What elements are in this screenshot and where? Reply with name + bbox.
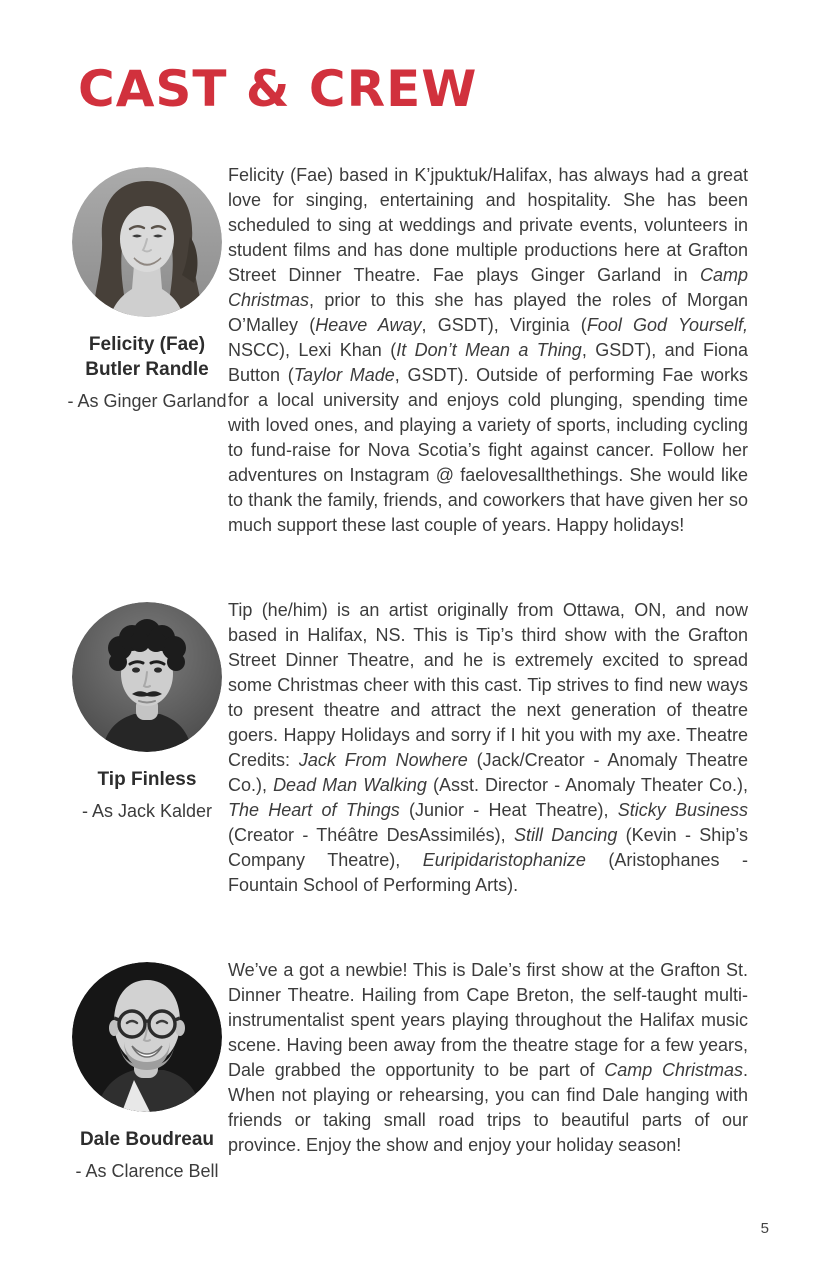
cast-card-tip	[0, 598, 825, 898]
cast-role: - As Ginger Garland	[67, 391, 227, 411]
cast-name: Dale Boudreau	[79, 1129, 215, 1150]
cast-bio-text: Tip (he/him) is an artist originally from Ottawa, ON, and now based in Halifax, NS. This is Tip’s third show with the Grafton Street Dinner Theatre, and he is extremely excited to spread some Christmas cheer with this cast. Tip strives to find new ways to present theatre and attract the next generation of theatre goers. Happy Holidays and sorry if I hit you with my axe. Theatre Credits: Jack From Nowhere (Jack/Creator - Anomaly Theatre Co.), Dead Man Walking (Asst. Director - Anomaly Theater Co.), The Heart of Things (Junior - Heat Theatre), Sticky Business (Creator - Théâtre DesAssimilés), Still Dancing (Kevin - Ship’s Company Theatre), Euripidaristophanize (Aristophanes - Fountain School of Performing Arts).	[228, 600, 749, 895]
page-number: 5	[760, 1220, 769, 1237]
cast-bio-text: Felicity (Fae) based in K’jpuktuk/Halifax, has always had a great love for singing, entertaining and hospitality. She has been scheduled to sing at weddings and private events, volunteers in student films and has done multiple productions here at Grafton Street Dinner Theatre. Fae plays Ginger Garland in Camp Christmas, prior to this she has played the roles of Morgan O’Malley (Heave Away, GSDT), Virginia (Fool God Yourself, NSCC), Lexi Khan (It Don’t Mean a Thing, GSDT), and Fiona Button (Taylor Made, GSDT). Outside of performing Fae works for a local university and enjoys cold plunging, spending time with loved ones, and playing a variety of sports, including cycling to fund-raise for Nova Scotia’s fight against cancer. Follow her adventures on Instagram @ faelovesallthethings. She would like to thank the family, friends, and coworkers that have given her so much support these last couple of years. Happy holidays!	[228, 165, 749, 535]
cast-role: - As Jack Kalder	[81, 801, 213, 821]
portrait-photo-felicity	[72, 167, 222, 317]
cast-card-dale	[0, 958, 825, 1184]
cast-card-left-column	[66, 958, 228, 1184]
cast-card-felicity	[0, 163, 825, 538]
portrait-photo-tip	[72, 602, 222, 752]
portrait-photo-dale	[72, 962, 222, 1112]
cast-card-left-column	[66, 598, 228, 824]
man-curly-hair-portrait-illustration	[72, 602, 222, 752]
cast-name: Tip Finless	[97, 769, 197, 790]
cast-bio-text: We’ve a got a newbie! This is Dale’s first show at the Grafton St. Dinner Theatre. Hailing from Cape Breton, the self-taught multi-instrumentalist spent years playing throughout the Halifax music scene. Having been away from the theatre stage for a few years, Dale grabbed the opportunity to be part of Camp Christmas. When not playing or rehearsing, you can find Dale hanging with friends or taking small road trips to beautiful parts of our province. Enjoy the show and enjoy your holiday season!	[228, 960, 748, 1155]
cast-card-left-column	[66, 163, 228, 414]
woman-portrait-illustration	[72, 167, 222, 317]
cast-name: Felicity (Fae) Butler Randle	[85, 334, 209, 380]
cast-role: - As Clarence Bell	[75, 1161, 219, 1181]
page-title: CAST & CREW	[78, 60, 478, 118]
bald-man-glasses-portrait-illustration	[72, 962, 222, 1112]
